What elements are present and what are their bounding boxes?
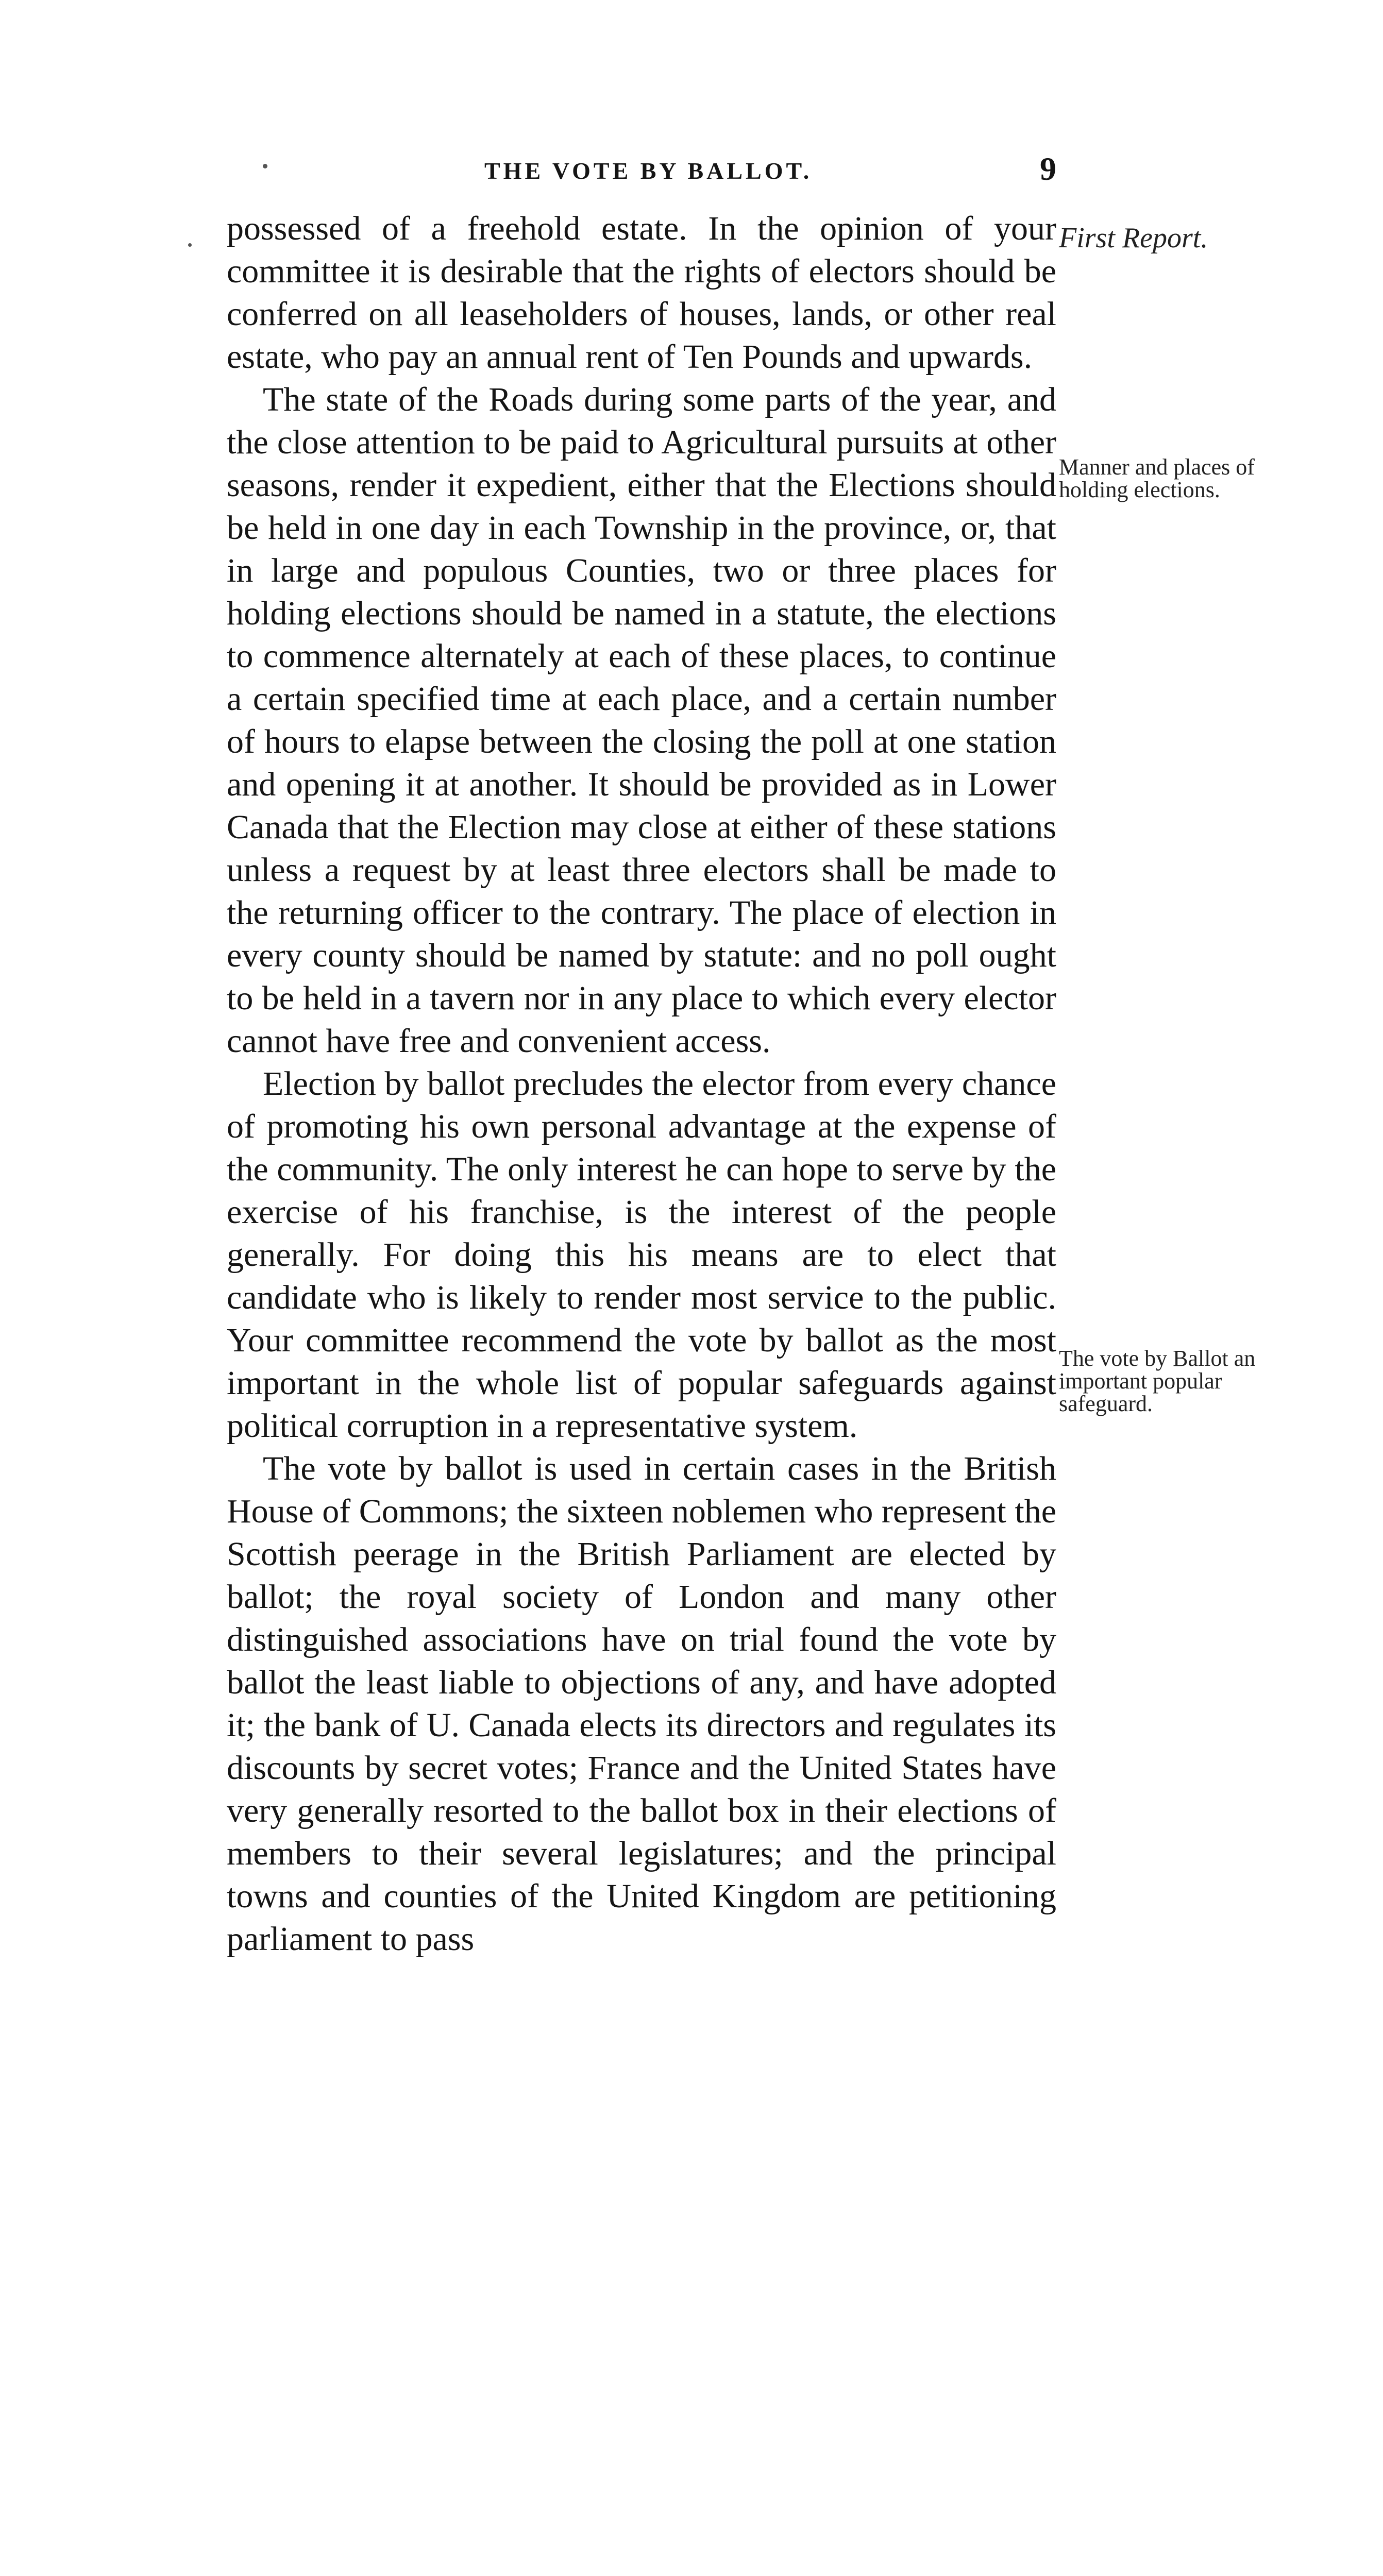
margin-note-first-report: First Report. <box>1059 222 1208 254</box>
paragraph: The vote by ballot is used in certain cases in the British House of Commons; the sixteen noblemen who represent the Scottish peerage in the British Parliament are elected by ballot; the royal society of London and many other distinguished associations have on trial found the vote by ballot the least liable to objections of any, and have adopted it; the bank of U. Canada elects its directors and regulates its discounts by secret votes; France and the United States have very generally resorted to the ballot box in their elections of members to their several legislatures; and the principal towns and counties of the United Kingdom are petitioning parliament to pass <box>227 1450 1056 1958</box>
running-title: THE VOTE BY BALLOT. <box>484 158 813 184</box>
paragraph: The state of the Roads during some parts of the year, and the close attention to be paid to Agricultural pursuits at other seasons, render it expedient, either that the Elections should be held in one day in each Township in the province, or, that in large and populous Counties, two or three places for holding elections should be named in a statute, the elections to commence alternately at each of these places, to continue a certain specified time at each place, and a certain number of hours to elapse between the closing the poll at one station and opening it at another. It should be provided as in Lower Canada that the Election may close at either of these stations unless a request by at least three electors shall be made to the returning officer to the contrary. The place of election in every county should be named by statute: and no poll ought to be held in a tavern nor in any place to which every elector cannot have free and convenient access. <box>227 381 1056 1060</box>
margin-note-vote-by-ballot: The vote by Ballot an important popular safeguard. <box>1059 1346 1256 1416</box>
body-text <box>227 207 1056 1960</box>
paragraph: Election by ballot precludes the elector from every chance of promoting his own personal advantage at the expense of the community. The only interest he can hope to serve by the exercise of his franchise, is the interest of the people generally. For doing this his means are to elect that candidate who is likely to render most service to the public. Your committee recommend the vote by ballot as the most important in the whole list of popular safeguards against political corruption in a representative system. <box>227 1065 1056 1445</box>
margin-note-manner-and-places: Manner and places of holding elections. <box>1059 454 1255 502</box>
paragraph: possessed of a freehold estate. In the opinion of your committee it is desirable that the rights of electors should be conferred on all leaseholders of houses, lands, or other real estate, who pay an annual rent of Ten Pounds and upwards. <box>227 210 1056 376</box>
stray-mark <box>188 243 192 247</box>
running-head <box>227 150 1056 198</box>
page-number: 9 <box>1040 150 1056 187</box>
